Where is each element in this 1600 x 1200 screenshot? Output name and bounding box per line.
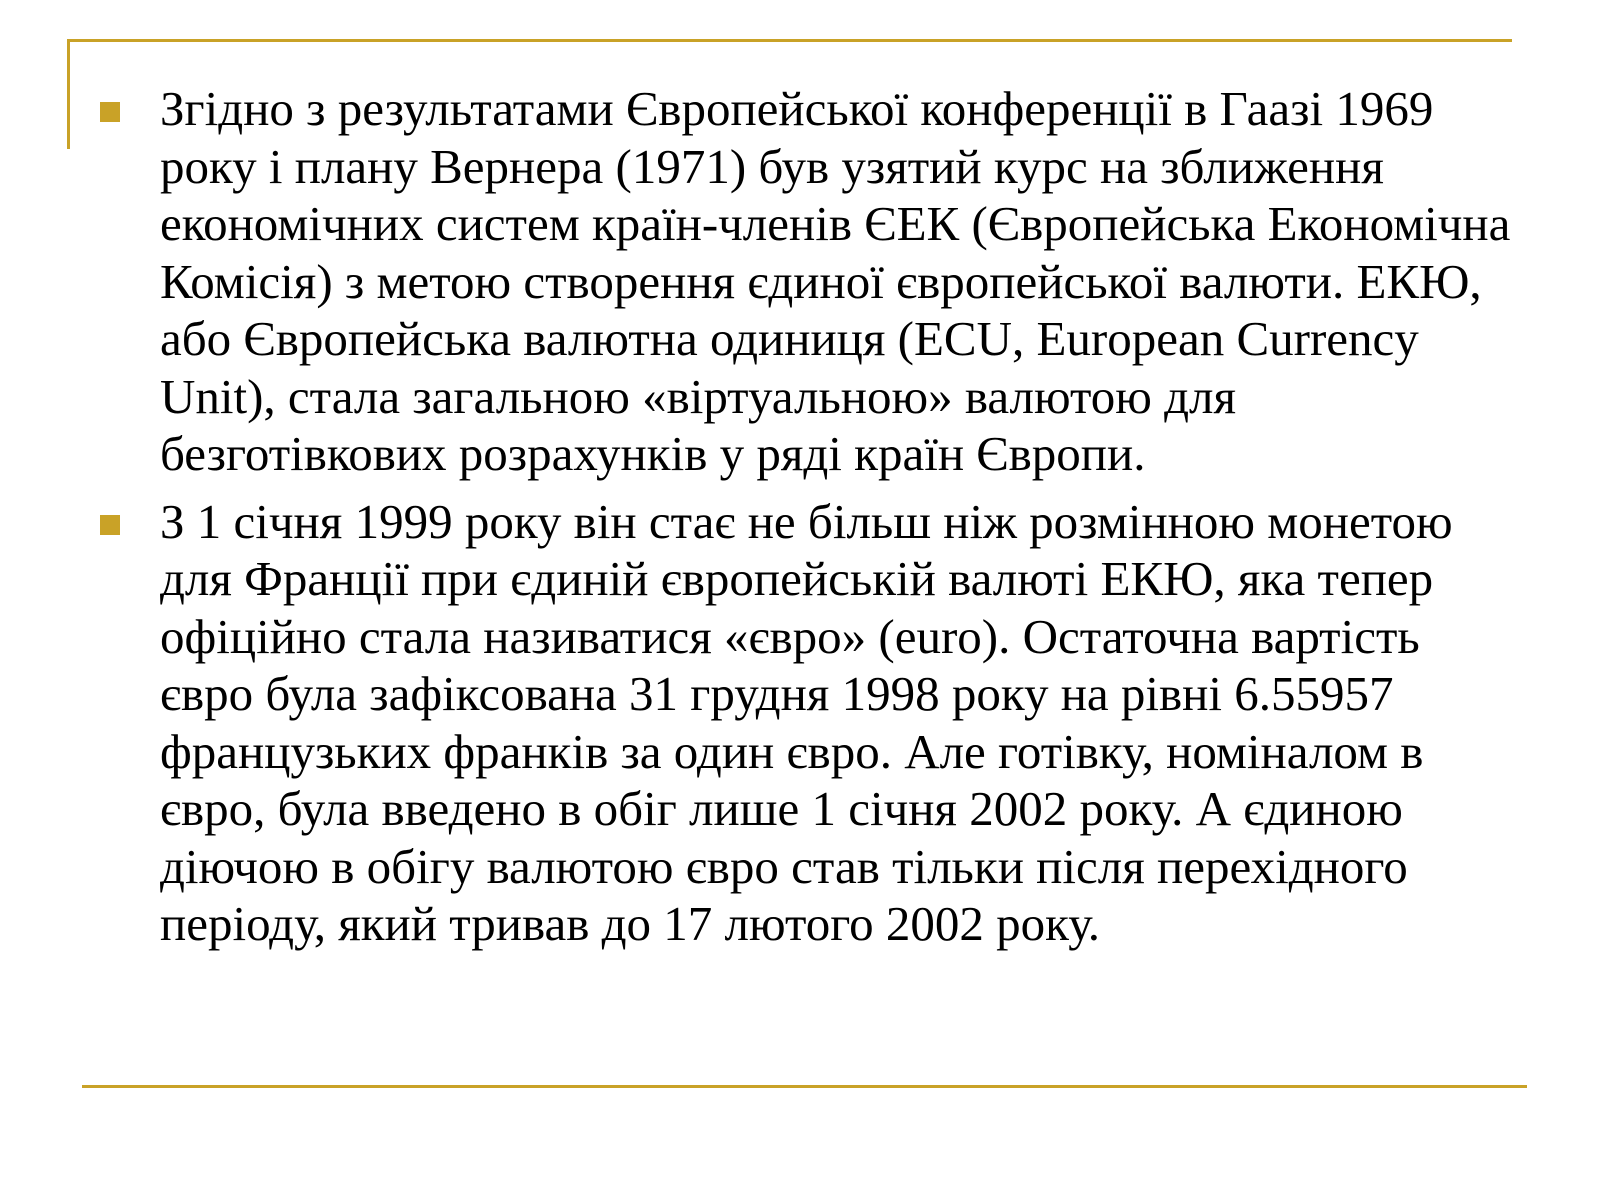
bullet-list (100, 80, 1520, 963)
bullet-text: Згідно з результатами Європейської конференції в Гаазі 1969 року і плану Вернера (1971) був узятий курс на зближення економічних систем країн-членів ЄЕК (Європейська Економічна Комісія) з метою створення єдиної європейської валюти. ЕКЮ, або Європейська валютна одиниця (ECU, European Currency Unit), стала загальною «віртуальною» валютою для безготівкових розрахунків у ряді країн Європи. (160, 81, 1511, 481)
square-bullet-icon (100, 515, 120, 535)
top-rule (67, 39, 1512, 42)
bullet-item (100, 493, 1520, 953)
bullet-text: З 1 січня 1999 року він стає не більш ніж розмінною монетою для Франції при єдиній європейській валюті ЕКЮ, яка тепер офіційно стала називатися «євро» (euro). Остаточна вартість євро була зафіксована 31 грудня 1998 року на рівні 6.55957 французьких франків за один євро. Але готівку, номіналом в євро, була введено в обіг лише 1 січня 2002 року. А єдиною діючою в обігу валютою євро став тільки після перехідного періоду, який тривав до 17 лютого 2002 року. (160, 493, 1453, 951)
bullet-item (100, 80, 1520, 483)
square-bullet-icon (100, 102, 120, 122)
left-rule (67, 39, 70, 149)
bottom-rule (82, 1085, 1527, 1088)
